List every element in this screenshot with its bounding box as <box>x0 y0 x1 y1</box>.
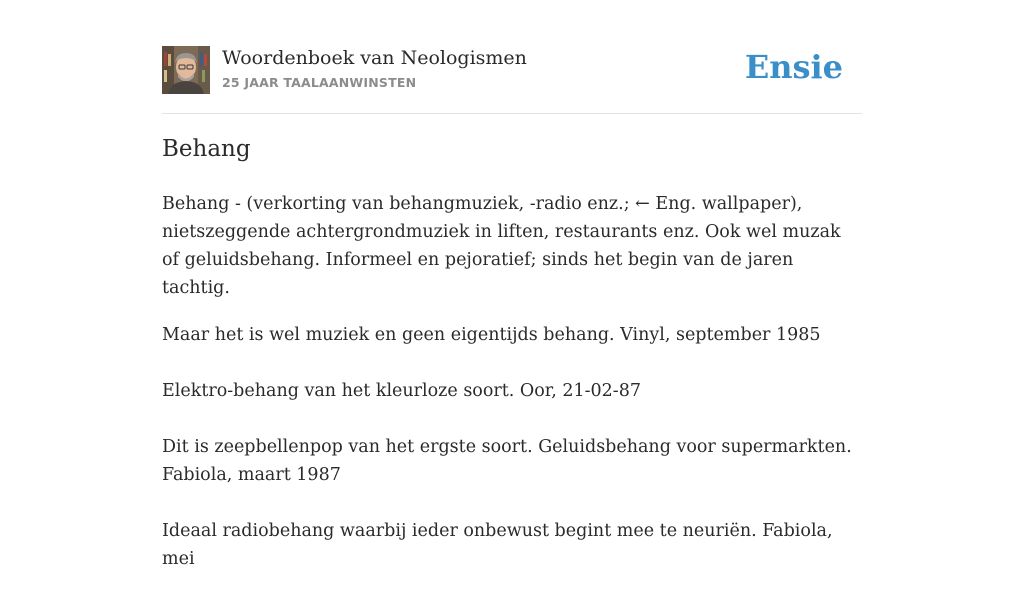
entry-title: Behang <box>162 136 251 162</box>
author-avatar[interactable] <box>162 46 210 94</box>
site-title[interactable]: Woordenboek van Neologismen <box>222 47 527 69</box>
citation-quote: Maar het is wel muziek en geen eigentijds behang. Vinyl, september 1985 <box>162 325 821 345</box>
site-header <box>162 46 862 96</box>
citation-quote: Ideaal radiobehang waarbij ieder onbewust begint mee te neuriën. Fabiola, mei <box>162 521 833 569</box>
portrait-image <box>162 46 210 94</box>
entry-content <box>162 190 862 601</box>
entry-definition: Behang - (verkorting van behangmuziek, -radio enz.; ← Eng. wallpaper), nietszeggende achtergrondmuziek in liften, restaurants enz. Ook wel muzak of geluidsbehang. Informeel en pejoratief; sinds het begin van de jaren tachtig. <box>162 194 841 298</box>
brand-logo-link[interactable]: Ensie <box>744 48 843 86</box>
citation-quote: Dit is zeepbellenpop van het ergste soort. Geluidsbehang voor supermarkten. Fabiola, maart 1987 <box>162 437 852 485</box>
citation-quote: Elektro-behang van het kleurloze soort. Oor, 21-02-87 <box>162 381 641 401</box>
site-subtitle: 25 JAAR TAALAANWINSTEN <box>222 75 417 90</box>
header-divider <box>162 113 862 114</box>
